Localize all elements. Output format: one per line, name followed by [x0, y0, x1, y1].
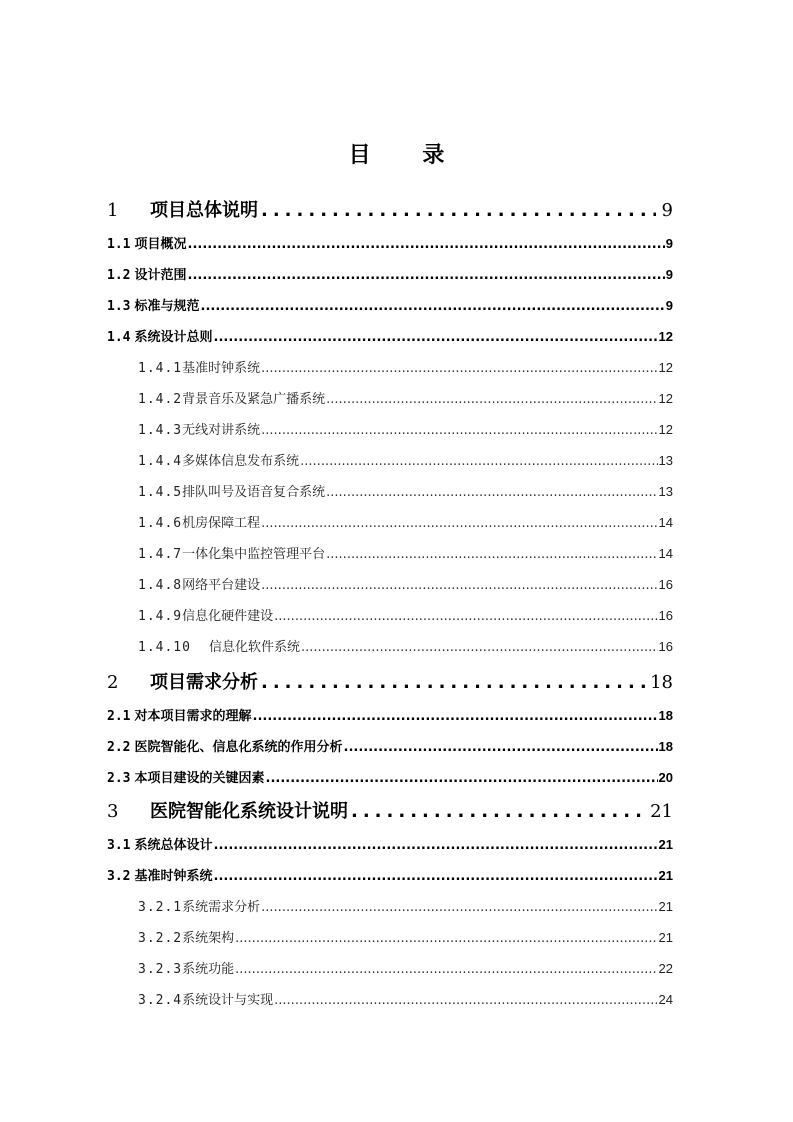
toc-entry-1-2[interactable] — [107, 264, 673, 284]
toc-entry-1-4-7[interactable] — [138, 543, 673, 563]
toc-page: 22 — [658, 961, 673, 976]
toc-entry-1-4-6[interactable] — [138, 512, 673, 532]
toc-number: 1.2 — [107, 268, 131, 283]
toc-entry-2-2[interactable] — [107, 736, 673, 756]
toc-title: 项目需求分析 — [150, 672, 258, 693]
dot-leader — [301, 640, 658, 655]
toc-number: 3.2.2 — [138, 931, 183, 946]
toc-title: 系统功能 — [182, 962, 235, 977]
toc-page: 18 — [650, 672, 673, 693]
toc-page: 21 — [658, 930, 673, 945]
toc-entry-1-4-9[interactable] — [138, 605, 673, 625]
toc-page: 21 — [658, 837, 673, 852]
toc-entry-1-4-5[interactable] — [138, 481, 673, 501]
toc-title: 医院智能化系统设计说明 — [150, 801, 348, 822]
dot-leader — [261, 516, 657, 531]
toc-title: 机房保障工程 — [182, 516, 261, 531]
toc-entry-1-4-8[interactable] — [138, 574, 673, 594]
toc-title: 本项目建设的关键因素 — [134, 771, 265, 786]
toc-number: 1.4.3 — [138, 423, 183, 438]
toc-title: 项目总体说明 — [150, 200, 258, 221]
dot-leader — [266, 771, 658, 786]
toc-number: 2.2 — [107, 740, 131, 755]
toc-entry-2-3[interactable] — [107, 767, 673, 787]
toc-entry-1-4-3[interactable] — [138, 419, 673, 439]
toc-title: 一体化集中监控管理平台 — [182, 547, 326, 562]
dot-leader — [326, 392, 657, 407]
toc-page: 20 — [658, 770, 673, 785]
toc-entry-1[interactable] — [107, 196, 673, 222]
dot-leader — [344, 740, 658, 755]
toc-page: 14 — [658, 515, 673, 530]
toc-number: 2.1 — [107, 709, 131, 724]
toc-page: 16 — [658, 639, 673, 654]
toc-title: 项目概况 — [134, 237, 187, 252]
dot-leader — [261, 672, 647, 693]
toc-entry-2[interactable] — [107, 668, 673, 694]
dot-leader — [253, 709, 658, 724]
toc-entry-3-2-3[interactable] — [138, 958, 673, 978]
toc-title: 医院智能化、信息化系统的作用分析 — [134, 740, 343, 755]
toc-page: 24 — [658, 992, 673, 1007]
toc-number: 3.2.4 — [138, 993, 183, 1008]
dot-leader — [261, 900, 657, 915]
toc-entry-1-4-1[interactable] — [138, 357, 673, 377]
toc-number: 1.4.7 — [138, 547, 183, 562]
toc-entry-1-3[interactable] — [107, 295, 673, 315]
toc-page: 13 — [658, 453, 673, 468]
toc-page: 12 — [658, 360, 673, 375]
toc-entry-1-4-4[interactable] — [138, 450, 673, 470]
toc-entry-1-1[interactable] — [107, 233, 673, 253]
toc-page: 12 — [658, 422, 673, 437]
dot-leader — [235, 962, 657, 977]
toc-page: 9 — [665, 236, 673, 251]
dot-leader — [326, 547, 657, 562]
dot-leader — [214, 330, 658, 345]
toc-entry-1-4-10[interactable] — [138, 636, 673, 656]
toc-number: 3.2.3 — [138, 962, 183, 977]
toc-entry-1-4-2[interactable] — [138, 388, 673, 408]
toc-number: 1.4.5 — [138, 485, 183, 500]
toc-number: 1.4.4 — [138, 454, 183, 469]
toc-number: 1 — [107, 200, 119, 221]
toc-entry-3-2[interactable] — [107, 865, 673, 885]
toc-page: 9 — [665, 298, 673, 313]
toc-page: 21 — [658, 868, 673, 883]
toc-page: 9 — [665, 267, 673, 282]
dot-leader — [261, 200, 656, 221]
toc-title: 标准与规范 — [134, 299, 200, 314]
dot-leader — [201, 299, 665, 314]
dot-leader — [326, 485, 657, 500]
toc-title: 背景音乐及紧急广播系统 — [182, 392, 326, 407]
toc-number: 2.3 — [107, 771, 131, 786]
toc-page: 16 — [658, 608, 673, 623]
toc-number: 3.2 — [107, 869, 131, 884]
toc-entry-1-4[interactable] — [107, 326, 673, 346]
toc-page: 21 — [658, 899, 673, 914]
dot-leader — [235, 931, 657, 946]
toc-title: 系统需求分析 — [182, 900, 261, 915]
toc-page: 18 — [658, 708, 673, 723]
dot-leader — [274, 609, 657, 624]
toc-title: 系统设计与实现 — [182, 993, 274, 1008]
toc-title: 多媒体信息发布系统 — [182, 454, 300, 469]
dot-leader — [214, 869, 658, 884]
toc-entry-3[interactable] — [107, 797, 673, 823]
toc-number: 3.2.1 — [138, 900, 183, 915]
toc-title: 信息化软件系统 — [208, 640, 300, 655]
toc-entry-3-2-4[interactable] — [138, 989, 673, 1009]
toc-page: 13 — [658, 484, 673, 499]
toc-page: 12 — [658, 329, 673, 344]
toc-title: 基准时钟系统 — [182, 361, 261, 376]
toc-title: 系统总体设计 — [134, 838, 213, 853]
toc-entry-3-2-1[interactable] — [138, 896, 673, 916]
toc-page: 18 — [658, 739, 673, 754]
toc-title: 信息化硬件建设 — [182, 609, 274, 624]
dot-leader — [261, 578, 657, 593]
toc-title: 基准时钟系统 — [134, 869, 213, 884]
toc-number: 1.4.6 — [138, 516, 183, 531]
toc-number: 1.4.10 — [138, 640, 191, 655]
toc-title: 对本项目需求的理解 — [134, 709, 252, 724]
dot-leader — [261, 361, 657, 376]
toc-number: 1.4.9 — [138, 609, 183, 624]
dot-leader — [188, 268, 665, 283]
toc-number: 3 — [107, 801, 119, 822]
toc-number: 1.4.8 — [138, 578, 183, 593]
toc-page: 21 — [650, 801, 673, 822]
toc-page: 12 — [658, 391, 673, 406]
dot-leader — [214, 838, 658, 853]
toc-title: 设计范围 — [134, 268, 187, 283]
toc-number: 1.4.2 — [138, 392, 183, 407]
toc-number: 3.1 — [107, 838, 131, 853]
toc-entry-3-2-2[interactable] — [138, 927, 673, 947]
toc-entry-3-1[interactable] — [107, 834, 673, 854]
toc-title: 无线对讲系统 — [182, 423, 261, 438]
toc-title: 网络平台建设 — [182, 578, 261, 593]
toc-entry-2-1[interactable] — [107, 705, 673, 725]
toc-title: 排队叫号及语音复合系统 — [182, 485, 326, 500]
toc-page: 14 — [658, 546, 673, 561]
dot-leader — [261, 423, 657, 438]
toc-number: 1.3 — [107, 299, 131, 314]
toc-number: 1.4.1 — [138, 361, 183, 376]
toc-title: 系统设计总则 — [134, 330, 213, 345]
toc-page: 16 — [658, 577, 673, 592]
dot-leader — [188, 237, 665, 252]
toc-page: 9 — [661, 200, 673, 221]
dot-leader — [351, 801, 647, 822]
toc-number: 2 — [107, 672, 119, 693]
dot-leader — [300, 454, 657, 469]
page-title: 目 录 — [348, 143, 467, 168]
toc-number: 1.4 — [107, 330, 131, 345]
dot-leader — [274, 993, 657, 1008]
toc-title: 系统架构 — [182, 931, 235, 946]
toc-number: 1.1 — [107, 237, 131, 252]
